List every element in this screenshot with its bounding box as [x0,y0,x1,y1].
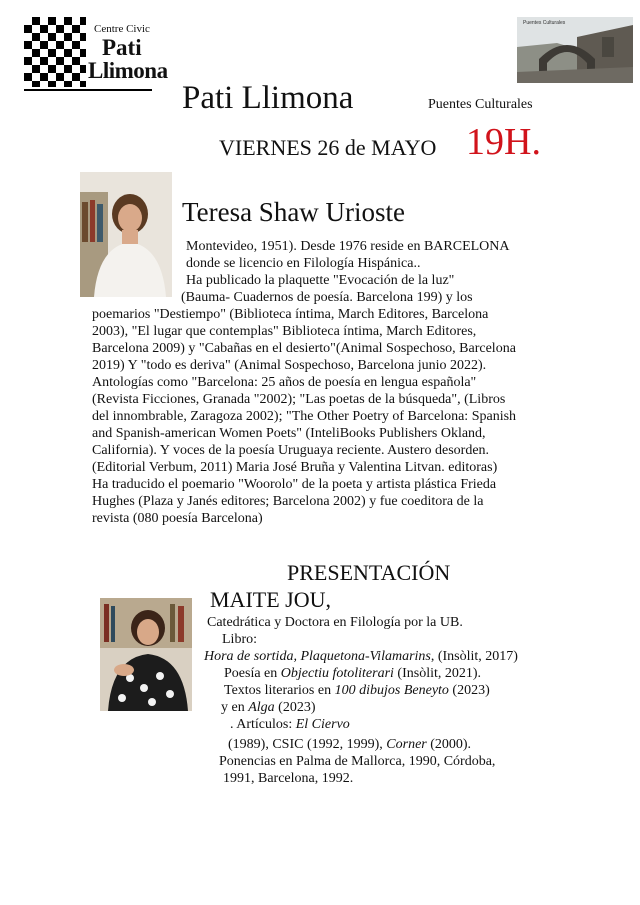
line-5-text: Textos literarios en [224,683,335,698]
bio-line-16: Hughes (Plaza y Janés editores; Barcelona 2002) y fue coeditora de la [92,494,484,509]
line-8-text: (1989), CSIC (1992, 1999), [228,737,387,752]
logo-line-2: Pati [102,35,142,60]
page-subtitle: Puentes Culturales [428,97,533,112]
presenter-line-8 [228,736,471,753]
line-6-title: Alga [248,700,275,715]
presenter-line-9: Ponencias en Palma de Mallorca, 1990, Córdoba, [219,754,496,769]
presenter-line-6 [221,699,316,716]
checkerboard-logo-mark [24,17,86,87]
page-title: Pati Llimona [182,80,354,116]
presenter-photo [100,598,192,711]
presenter-line-5 [224,682,490,699]
bio-line-12: and Spanish-american Women Poets" (InteliBooks Publishers Okland, [92,426,486,441]
bio-line-3: Ha publicado la plaquette "Evocación de la luz" [186,273,455,288]
book-subtitle: Plaquetona-Vilamarins [300,649,431,664]
presenter-line-10: 1991, Barcelona, 1992. [223,771,354,786]
line-6-end: (2023) [274,700,316,715]
speaker-portrait [80,172,172,297]
bio-line-10: (Revista Ficciones, Granada "2002); "Las poetas de la búsqueda", (Libros [92,392,506,407]
line-7-title: El Ciervo [295,717,350,732]
bio-line-9: Antologías como "Barcelona: 25 años de poesía en lengua española" [92,375,477,390]
bio-line-7: Barcelona 2009) y "Cabañas en el desierto"(Animal Sospechoso, Barcelona [92,341,516,356]
presenter-line-3 [204,648,518,665]
bio-line-5: poemarios "Destiempo" (Biblioteca íntima, March Editores, Barcelona [92,307,489,322]
logo-line-1: Centre Civic [94,23,150,35]
presenter-line-1: Catedrática y Doctora en Filología por la UB. [207,615,463,630]
photo-caption: Puentes Culturales [523,20,566,26]
event-date: VIERNES 26 de MAYO [219,135,437,160]
line-5-end: (2023) [448,683,490,698]
presenter-line-4 [224,665,481,682]
line-5-title: 100 dibujos Beneyto [334,683,449,698]
presenter-line-7 [230,716,350,733]
line-4-end: (Insòlit, 2021). [393,666,482,681]
line-4-text: Poesía en [224,666,281,681]
bio-line-17: revista (080 poesía Barcelona) [92,511,263,526]
event-time: 19H. [466,121,541,163]
book-publisher: , (Insòlit, 2017) [430,649,518,664]
line-8-title: Corner [386,737,427,752]
presenter-name: MAITE JOU, [210,587,331,612]
presenter-portrait [100,598,192,711]
bio-line-14: (Editorial Verbum, 2011) Maria José Bruña y Valentina Litvan. editoras) [92,460,498,475]
bio-line-11: del innombrable, Zaragoza 2002); "The Other Poetry of Barcelona: Spanish [92,409,517,424]
bio-line-13: California). Y voces de la poesía Uruguaya reciente. Austero desorden. [92,443,490,458]
bio-line-4: (Bauma- Cuadernos de poesía. Barcelona 199) y los [181,290,473,305]
speaker-photo [80,172,172,297]
book-title-separator: , [293,649,301,664]
bio-line-8: 2019) Y "todo es deriva" (Animal Sospechoso, Barcelona junio 2022). [92,358,487,373]
line-6-text: y en [221,700,249,715]
line-4-title: Objectiu fotoliterari [280,666,394,681]
line-7-text: . Artículos: [230,717,296,732]
logo-underline [24,89,152,91]
speaker-name: Teresa Shaw Urioste [182,197,406,227]
book-title: Hora de sortida [204,649,294,664]
bio-line-2: donde se licencio en Filología Hispánica.. [186,256,421,271]
presenter-line-2: Libro: [222,632,257,647]
line-8-end: (2000). [426,737,472,752]
bio-line-1: Montevideo, 1951). Desde 1976 reside en BARCELONA [186,239,510,254]
bio-line-6: 2003), "El lugar que contemplas" Biblioteca íntima, March Editores, [92,324,477,339]
logo-line-3: Llimona [88,58,168,83]
centre-civic-logo [24,17,168,91]
bridge-illustration [517,17,633,83]
presentation-heading: PRESENTACIÓN [287,560,451,585]
bridge-photo [517,17,633,83]
bio-line-15: Ha traducido el poemario "Woorolo" de la poeta y artista plástica Frieda [92,477,497,492]
